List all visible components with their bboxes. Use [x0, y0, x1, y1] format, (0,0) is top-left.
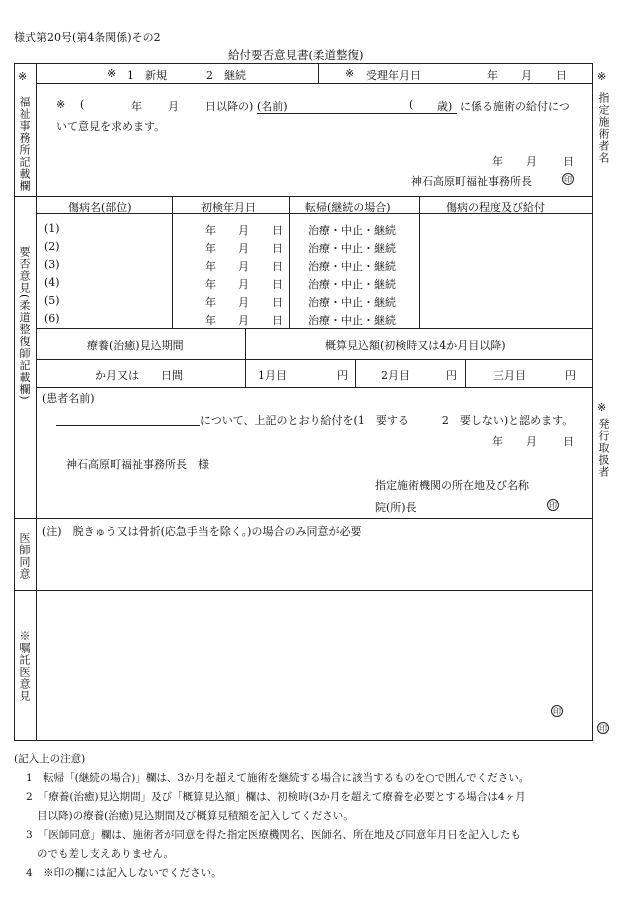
row-month: 月 — [238, 242, 249, 255]
row-month: 月 — [238, 296, 249, 309]
row-number: (1) — [44, 222, 60, 235]
row-day: 日 — [272, 260, 283, 273]
period-value[interactable]: か月又は 日間 — [95, 369, 183, 382]
name-label: (名前) — [257, 100, 288, 113]
row-number: (2) — [44, 240, 60, 253]
row-year: 年 — [205, 278, 216, 291]
seal-icon: 印 — [564, 175, 572, 184]
side-performer-name: 指定施術者名 — [597, 92, 610, 164]
patient-name-line[interactable] — [56, 425, 200, 426]
row-outcome[interactable]: 治療・中止・継続 — [308, 278, 396, 291]
continue-option[interactable]: 2 継続 — [206, 69, 246, 82]
row-outcome[interactable]: 治療・中止・継続 — [308, 260, 396, 273]
section2-label: 要否意見(柔道整復師記載欄) — [18, 246, 31, 401]
mark-symbol: ※ — [18, 70, 28, 83]
form-number: 様式第20号(第4条関係)その2 — [14, 31, 161, 44]
director-label: 院(所)長 — [375, 501, 417, 514]
office-name: 神石高原町福祉事務所長 — [411, 175, 532, 188]
row-day: 日 — [272, 314, 283, 327]
row-year: 年 — [205, 296, 216, 309]
facility-label: 指定施術機関の所在地及び名称 — [375, 479, 529, 492]
note-item: 1 転帰「(継続の場合)」欄は、3か月を超えて施術を継続する場合に該当するものを○で囲んでください。 — [26, 772, 530, 784]
doctor-consent-note: (注) 脱きゅう又は骨折(応急手当を除く。)の場合のみ同意が必要 — [42, 525, 362, 538]
section1-label: 福祉事務所記載欄 — [18, 96, 31, 192]
note-item: のでも差し支えありません。 — [37, 848, 175, 860]
row-year: 年 — [205, 314, 216, 327]
row-year: 年 — [205, 260, 216, 273]
note-item: 2 「療養(治癒)見込期間」及び「概算見込額」欄は、初検時(3か月を超えて療養を必要とする場合は4ヶ月 — [26, 791, 526, 803]
row-number: (3) — [44, 258, 60, 271]
row-month: 月 — [238, 314, 249, 327]
row-month: 月 — [238, 278, 249, 291]
header-first-visit: 初検年月日 — [201, 201, 256, 214]
form-title: 給付要否意見書(柔道整復) — [228, 48, 364, 62]
seal-icon: 印 — [549, 501, 557, 510]
row-number: (5) — [44, 294, 60, 307]
estimate-header: 概算見込額(初検時又は4か月目以降) — [325, 339, 506, 352]
row-outcome[interactable]: 治療・中止・継続 — [308, 296, 396, 309]
seal-icon: 印 — [599, 724, 607, 733]
patient-label: (患者名前) — [42, 392, 95, 405]
row-day: 日 — [272, 242, 283, 255]
row-year: 年 — [205, 242, 216, 255]
approve-text: について、上記のとおり給付を(1 要する 2 要しない)と認めます。 — [200, 414, 574, 427]
note-item: 3 「医師同意」欄は、施術者が同意を得た指定医療機関名、医師名、所在地及び同意年月日を記入したも — [26, 829, 521, 841]
row-month: 月 — [238, 260, 249, 273]
period-header: 療養(治癒)見込期間 — [87, 339, 184, 352]
section4-label: ※嘱託医意見 — [18, 630, 31, 702]
received-date-label: 受理年月日 — [366, 69, 421, 82]
side-issuer: 発行取扱者 — [597, 418, 610, 478]
row-outcome[interactable]: 治療・中止・継続 — [308, 224, 396, 237]
note-item: 4 ※印の欄には記入しないでください。 — [26, 867, 222, 879]
label-column-divider — [36, 63, 37, 741]
note-item: 目以降)の療養(治癒)見込期間及び概算見積額を記入してください。 — [37, 810, 354, 822]
form-frame — [14, 63, 593, 741]
row-number: (6) — [44, 312, 60, 325]
row-number: (4) — [44, 276, 60, 289]
name-underline[interactable] — [257, 113, 457, 114]
row-day: 日 — [272, 296, 283, 309]
row-month: 月 — [238, 224, 249, 237]
row-day: 日 — [272, 278, 283, 291]
section3-label: 医師同意 — [18, 532, 31, 580]
notes-heading: (記入上の注意) — [14, 753, 86, 765]
header-degree: 傷病の程度及び給付 — [446, 201, 545, 214]
row-day: 日 — [272, 224, 283, 237]
row-outcome[interactable]: 治療・中止・継続 — [308, 242, 396, 255]
header-outcome: 転帰(継続の場合) — [305, 201, 391, 214]
seal-icon: 印 — [553, 707, 561, 716]
row-outcome[interactable]: 治療・中止・継続 — [308, 314, 396, 327]
to-office: 神石高原町福祉事務所長 様 — [66, 458, 209, 471]
row-year: 年 — [205, 224, 216, 237]
header-injury: 傷病名(部位) — [68, 201, 132, 214]
new-option[interactable]: 1 新規 — [127, 69, 167, 82]
